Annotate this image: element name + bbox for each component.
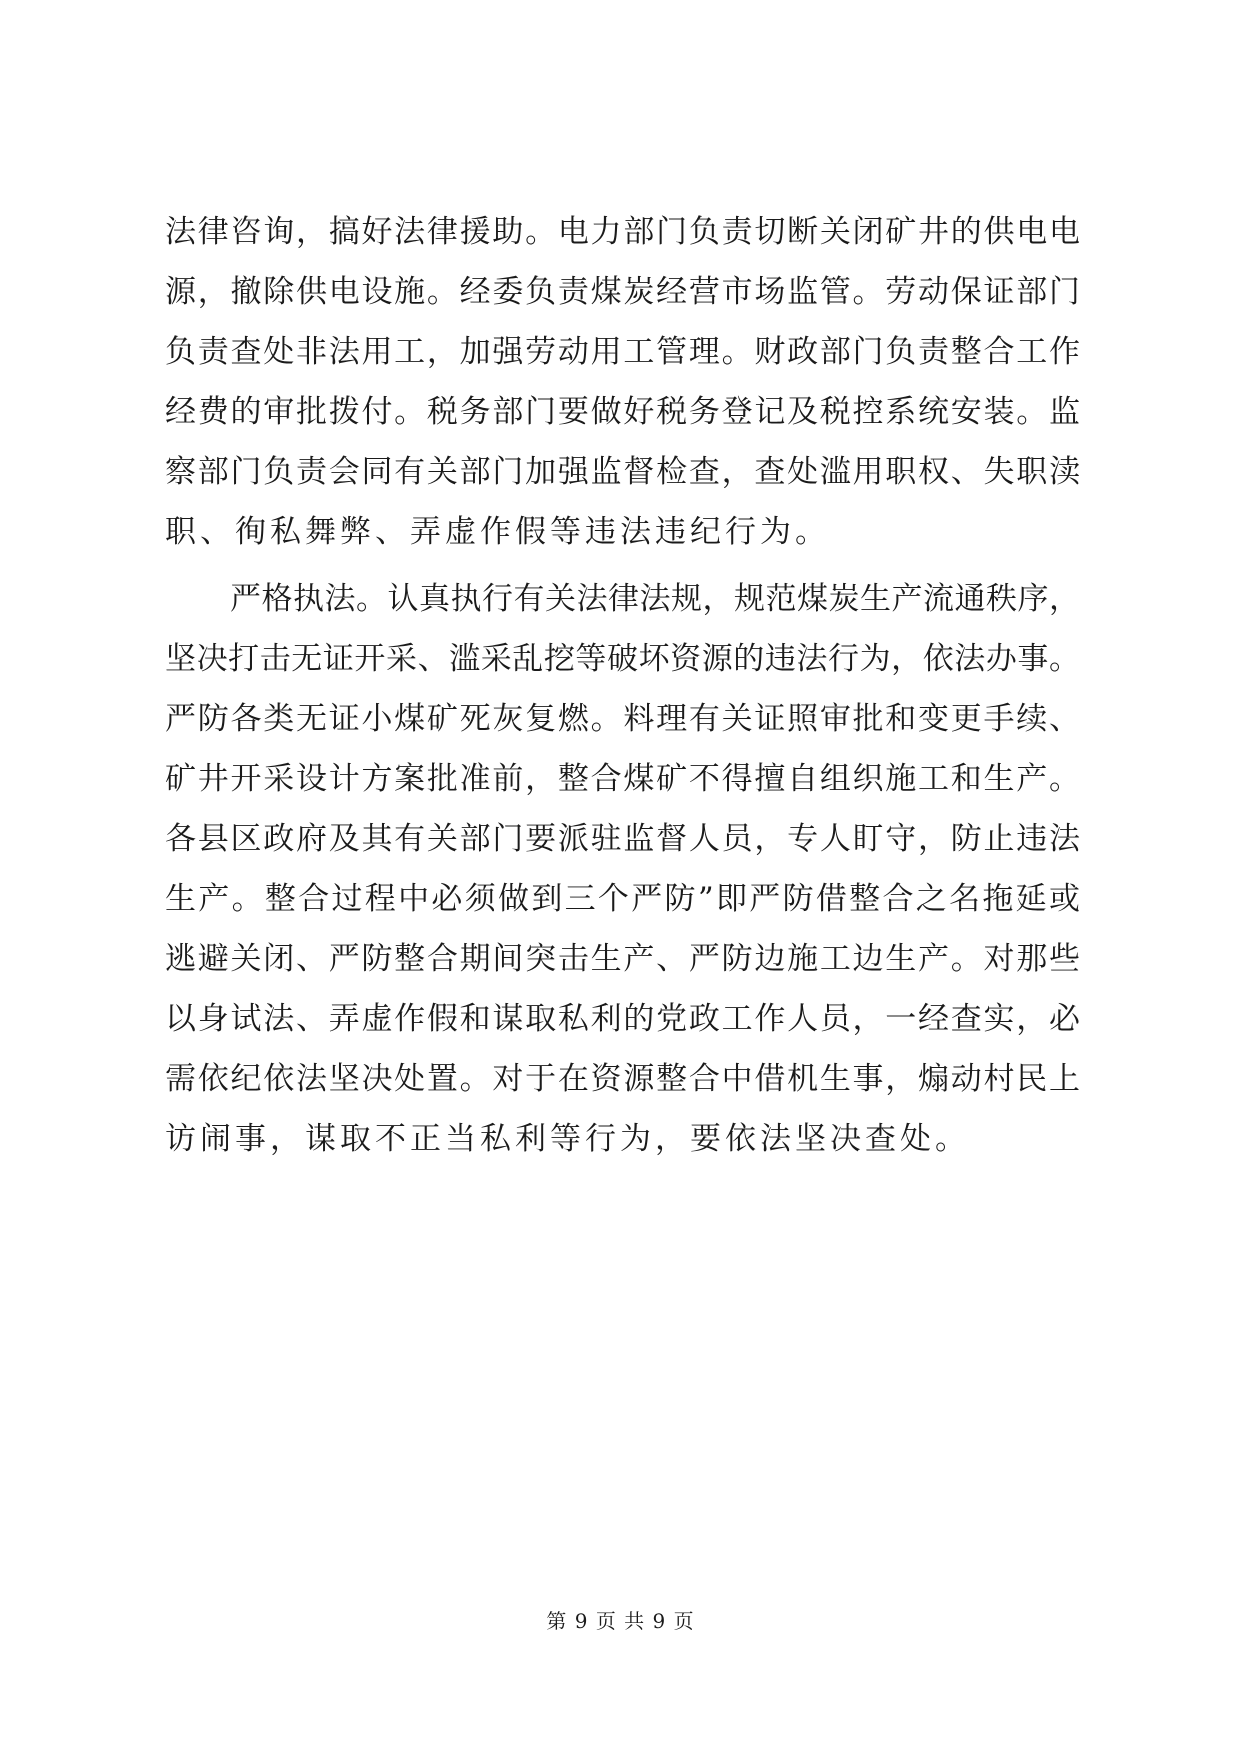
text-line: 生产。整合过程中必须做到三个严防”即严防借整合之名拖延或 <box>165 881 1080 917</box>
text-line: 访闹事，谋取不正当私利等行为，要依法坚决查处。 <box>165 1121 970 1157</box>
text-line: 以身试法、弄虚作假和谋取私利的党政工作人员，一经查实，必 <box>165 1001 1080 1037</box>
text-line: 坚决打击无证开采、滥采乱挖等破坏资源的违法行为，依法办事。 <box>165 641 1080 677</box>
text-line: 法律咨询，搞好法律援助。电力部门负责切断关闭矿井的供电电 <box>165 214 1080 250</box>
text-line: 各县区政府及其有关部门要派驻监督人员，专人盯守，防止违法 <box>165 821 1080 857</box>
text-line: 察部门负责会同有关部门加强监督检查，查处滥用职权、失职渎 <box>165 454 1080 490</box>
text-line: 矿井开采设计方案批准前，整合煤矿不得擅自组织施工和生产。 <box>165 761 1080 797</box>
text-line: 职、徇私舞弊、弄虚作假等违法违纪行为。 <box>165 514 830 550</box>
page-number-footer: 第 9 页 共 9 页 <box>546 1609 695 1633</box>
text-line: 严防各类无证小煤矿死灰复燃。料理有关证照审批和变更手续、 <box>165 701 1080 737</box>
text-line: 经费的审批拨付。税务部门要做好税务登记及税控系统安装。监 <box>165 394 1080 430</box>
text-line: 严格执法。认真执行有关法律法规，规范煤炭生产流通秩序， <box>230 581 1080 617</box>
text-line: 逃避关闭、严防整合期间突击生产、严防边施工边生产。对那些 <box>165 941 1080 977</box>
text-line: 需依纪依法坚决处置。对于在资源整合中借机生事，煽动村民上 <box>165 1061 1080 1097</box>
text-line: 源，撤除供电设施。经委负责煤炭经营市场监管。劳动保证部门 <box>165 274 1080 310</box>
text-line: 负责查处非法用工，加强劳动用工管理。财政部门负责整合工作 <box>165 334 1080 370</box>
